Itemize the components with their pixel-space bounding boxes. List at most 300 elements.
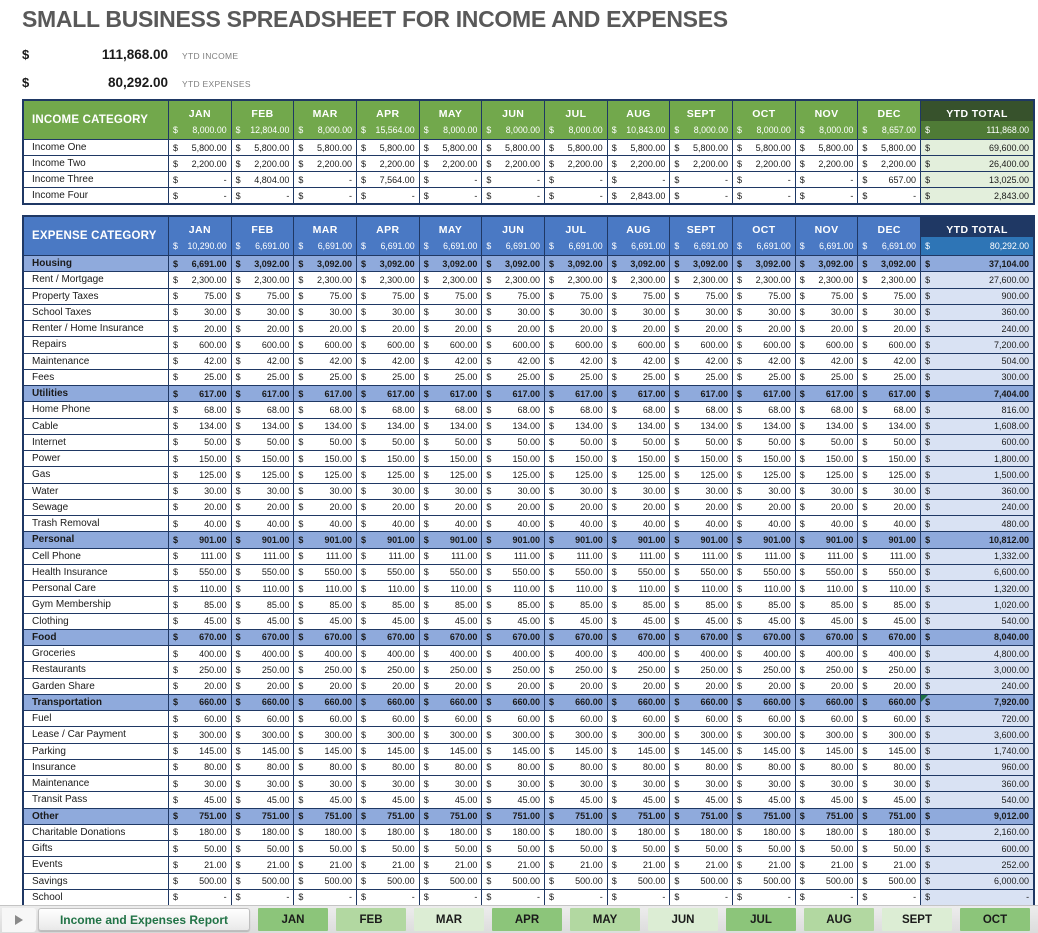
month-value-cell[interactable] <box>357 484 420 499</box>
month-value-cell[interactable] <box>608 679 671 694</box>
month-value-cell[interactable] <box>357 857 420 872</box>
month-value-cell[interactable] <box>482 841 545 856</box>
month-value-cell[interactable] <box>482 549 545 564</box>
month-value-cell[interactable] <box>858 305 921 320</box>
month-value-cell[interactable] <box>545 354 608 369</box>
month-value-cell[interactable] <box>232 695 295 710</box>
month-value-cell[interactable] <box>858 857 921 872</box>
month-value-cell[interactable] <box>294 581 357 596</box>
month-value-cell[interactable] <box>420 370 483 385</box>
month-value-cell[interactable] <box>796 679 859 694</box>
month-value-cell[interactable] <box>670 272 733 287</box>
month-value-cell[interactable] <box>858 435 921 450</box>
month-value-cell[interactable] <box>608 370 671 385</box>
month-value-cell[interactable] <box>357 630 420 645</box>
month-value-cell[interactable] <box>420 188 483 203</box>
ytd-value-cell[interactable] <box>921 484 1033 499</box>
month-value-cell[interactable] <box>294 321 357 336</box>
month-value-cell[interactable] <box>733 857 796 872</box>
month-value-cell[interactable] <box>608 695 671 710</box>
month-value-cell[interactable] <box>858 172 921 187</box>
ytd-value-cell[interactable] <box>921 419 1033 434</box>
month-value-cell[interactable] <box>796 386 859 401</box>
month-value-cell[interactable] <box>294 614 357 629</box>
month-value-cell[interactable] <box>482 662 545 677</box>
month-value-cell[interactable] <box>420 581 483 596</box>
month-value-cell[interactable] <box>294 256 357 271</box>
month-value-cell[interactable] <box>545 156 608 171</box>
month-value-cell[interactable] <box>796 825 859 840</box>
month-value-cell[interactable] <box>858 679 921 694</box>
row-label-cell[interactable]: Charitable Donations <box>24 825 169 840</box>
row-label-cell[interactable]: Cable <box>24 419 169 434</box>
month-value-cell[interactable] <box>858 695 921 710</box>
month-value-cell[interactable] <box>482 256 545 271</box>
row-label-cell[interactable]: Other <box>24 809 169 824</box>
month-value-cell[interactable] <box>357 386 420 401</box>
month-value-cell[interactable] <box>796 337 859 352</box>
month-value-cell[interactable] <box>733 354 796 369</box>
month-value-cell[interactable] <box>232 370 295 385</box>
month-value-cell[interactable] <box>545 890 608 905</box>
month-header-cell[interactable] <box>294 101 357 139</box>
month-value-cell[interactable] <box>545 435 608 450</box>
month-value-cell[interactable] <box>294 565 357 580</box>
row-label-cell[interactable]: Transportation <box>24 695 169 710</box>
month-value-cell[interactable] <box>608 841 671 856</box>
month-value-cell[interactable] <box>232 614 295 629</box>
month-value-cell[interactable] <box>670 841 733 856</box>
month-value-cell[interactable] <box>796 792 859 807</box>
month-value-cell[interactable] <box>482 874 545 889</box>
month-value-cell[interactable] <box>796 776 859 791</box>
month-value-cell[interactable] <box>232 711 295 726</box>
month-value-cell[interactable] <box>733 467 796 482</box>
month-value-cell[interactable] <box>796 321 859 336</box>
month-header-cell[interactable] <box>796 217 859 255</box>
month-value-cell[interactable] <box>733 272 796 287</box>
month-value-cell[interactable] <box>670 484 733 499</box>
month-value-cell[interactable] <box>294 435 357 450</box>
month-value-cell[interactable] <box>232 172 295 187</box>
month-value-cell[interactable] <box>357 597 420 612</box>
month-value-cell[interactable] <box>232 792 295 807</box>
month-value-cell[interactable] <box>796 727 859 742</box>
month-value-cell[interactable] <box>858 841 921 856</box>
tab-may[interactable]: MAY <box>570 908 640 931</box>
month-value-cell[interactable] <box>796 857 859 872</box>
month-value-cell[interactable] <box>169 188 232 203</box>
month-value-cell[interactable] <box>482 646 545 661</box>
month-value-cell[interactable] <box>357 581 420 596</box>
month-value-cell[interactable] <box>608 662 671 677</box>
month-value-cell[interactable] <box>357 354 420 369</box>
month-value-cell[interactable] <box>357 156 420 171</box>
month-value-cell[interactable] <box>294 370 357 385</box>
month-value-cell[interactable] <box>232 744 295 759</box>
month-value-cell[interactable] <box>545 727 608 742</box>
month-value-cell[interactable] <box>482 370 545 385</box>
month-value-cell[interactable] <box>858 419 921 434</box>
month-value-cell[interactable] <box>545 272 608 287</box>
row-label-cell[interactable]: Income Two <box>24 156 169 171</box>
row-label-cell[interactable]: Sewage <box>24 500 169 515</box>
month-value-cell[interactable] <box>608 825 671 840</box>
month-header-cell[interactable] <box>482 217 545 255</box>
ytd-value-cell[interactable] <box>921 792 1033 807</box>
month-value-cell[interactable] <box>545 776 608 791</box>
month-value-cell[interactable] <box>670 679 733 694</box>
month-value-cell[interactable] <box>858 711 921 726</box>
month-value-cell[interactable] <box>733 500 796 515</box>
month-value-cell[interactable] <box>420 549 483 564</box>
month-value-cell[interactable] <box>858 662 921 677</box>
month-value-cell[interactable] <box>858 386 921 401</box>
month-value-cell[interactable] <box>420 451 483 466</box>
month-value-cell[interactable] <box>858 370 921 385</box>
row-label-cell[interactable]: Utilities <box>24 386 169 401</box>
month-value-cell[interactable] <box>482 890 545 905</box>
month-value-cell[interactable] <box>608 188 671 203</box>
month-value-cell[interactable] <box>733 581 796 596</box>
row-label-cell[interactable]: Personal <box>24 532 169 547</box>
month-value-cell[interactable] <box>733 549 796 564</box>
month-value-cell[interactable] <box>670 809 733 824</box>
month-value-cell[interactable] <box>169 272 232 287</box>
month-value-cell[interactable] <box>232 760 295 775</box>
month-value-cell[interactable] <box>357 662 420 677</box>
month-value-cell[interactable] <box>420 435 483 450</box>
month-value-cell[interactable] <box>169 451 232 466</box>
month-value-cell[interactable] <box>670 776 733 791</box>
row-label-cell[interactable]: Home Phone <box>24 402 169 417</box>
month-value-cell[interactable] <box>294 874 357 889</box>
month-value-cell[interactable] <box>294 695 357 710</box>
month-value-cell[interactable] <box>670 532 733 547</box>
month-value-cell[interactable] <box>482 825 545 840</box>
month-value-cell[interactable] <box>169 289 232 304</box>
month-value-cell[interactable] <box>858 825 921 840</box>
ytd-header-cell[interactable] <box>921 101 1033 139</box>
month-value-cell[interactable] <box>357 841 420 856</box>
month-value-cell[interactable] <box>545 419 608 434</box>
month-value-cell[interactable] <box>169 679 232 694</box>
tab-mar[interactable]: MAR <box>414 908 484 931</box>
month-value-cell[interactable] <box>608 305 671 320</box>
month-value-cell[interactable] <box>733 451 796 466</box>
month-header-cell[interactable] <box>858 217 921 255</box>
row-label-cell[interactable]: Gas <box>24 467 169 482</box>
month-value-cell[interactable] <box>545 451 608 466</box>
row-label-cell[interactable]: Gym Membership <box>24 597 169 612</box>
month-value-cell[interactable] <box>357 776 420 791</box>
month-value-cell[interactable] <box>232 825 295 840</box>
month-value-cell[interactable] <box>796 809 859 824</box>
ytd-value-cell[interactable] <box>921 451 1033 466</box>
month-value-cell[interactable] <box>357 809 420 824</box>
month-value-cell[interactable] <box>670 614 733 629</box>
row-label-cell[interactable]: Income Four <box>24 188 169 203</box>
month-value-cell[interactable] <box>733 140 796 155</box>
month-value-cell[interactable] <box>670 386 733 401</box>
month-value-cell[interactable] <box>294 857 357 872</box>
month-value-cell[interactable] <box>858 614 921 629</box>
ytd-value-cell[interactable] <box>921 500 1033 515</box>
month-value-cell[interactable] <box>232 646 295 661</box>
month-value-cell[interactable] <box>232 272 295 287</box>
month-value-cell[interactable] <box>608 419 671 434</box>
row-label-cell[interactable]: Trash Removal <box>24 516 169 531</box>
month-value-cell[interactable] <box>796 597 859 612</box>
month-value-cell[interactable] <box>796 172 859 187</box>
month-value-cell[interactable] <box>858 646 921 661</box>
row-label-cell[interactable]: Personal Care <box>24 581 169 596</box>
month-value-cell[interactable] <box>796 140 859 155</box>
month-value-cell[interactable] <box>482 565 545 580</box>
month-value-cell[interactable] <box>482 857 545 872</box>
month-value-cell[interactable] <box>796 419 859 434</box>
month-value-cell[interactable] <box>232 581 295 596</box>
row-label-cell[interactable]: Parking <box>24 744 169 759</box>
ytd-value-cell[interactable] <box>921 890 1033 905</box>
row-label-cell[interactable]: Repairs <box>24 337 169 352</box>
row-label-cell[interactable]: Lease / Car Payment <box>24 727 169 742</box>
month-value-cell[interactable] <box>670 289 733 304</box>
month-value-cell[interactable] <box>608 140 671 155</box>
month-value-cell[interactable] <box>858 500 921 515</box>
month-value-cell[interactable] <box>420 419 483 434</box>
ytd-value-cell[interactable] <box>921 646 1033 661</box>
month-value-cell[interactable] <box>796 467 859 482</box>
month-value-cell[interactable] <box>858 809 921 824</box>
month-value-cell[interactable] <box>232 386 295 401</box>
month-value-cell[interactable] <box>357 744 420 759</box>
month-value-cell[interactable] <box>796 874 859 889</box>
month-value-cell[interactable] <box>232 484 295 499</box>
month-value-cell[interactable] <box>858 451 921 466</box>
month-value-cell[interactable] <box>545 402 608 417</box>
month-header-cell[interactable] <box>169 217 232 255</box>
month-value-cell[interactable] <box>357 792 420 807</box>
month-value-cell[interactable] <box>420 646 483 661</box>
month-value-cell[interactable] <box>733 172 796 187</box>
month-value-cell[interactable] <box>733 614 796 629</box>
month-value-cell[interactable] <box>796 841 859 856</box>
month-value-cell[interactable] <box>858 776 921 791</box>
month-value-cell[interactable] <box>482 809 545 824</box>
month-value-cell[interactable] <box>232 256 295 271</box>
month-value-cell[interactable] <box>169 630 232 645</box>
month-value-cell[interactable] <box>796 532 859 547</box>
month-value-cell[interactable] <box>733 305 796 320</box>
month-value-cell[interactable] <box>670 695 733 710</box>
month-value-cell[interactable] <box>733 792 796 807</box>
month-value-cell[interactable] <box>482 581 545 596</box>
ytd-value-cell[interactable] <box>921 581 1033 596</box>
month-value-cell[interactable] <box>357 172 420 187</box>
month-value-cell[interactable] <box>232 532 295 547</box>
month-value-cell[interactable] <box>482 289 545 304</box>
month-value-cell[interactable] <box>670 792 733 807</box>
month-value-cell[interactable] <box>482 386 545 401</box>
month-value-cell[interactable] <box>670 172 733 187</box>
month-value-cell[interactable] <box>608 156 671 171</box>
month-value-cell[interactable] <box>357 532 420 547</box>
month-value-cell[interactable] <box>169 305 232 320</box>
month-value-cell[interactable] <box>733 646 796 661</box>
month-value-cell[interactable] <box>420 597 483 612</box>
month-value-cell[interactable] <box>733 188 796 203</box>
month-value-cell[interactable] <box>608 549 671 564</box>
month-value-cell[interactable] <box>482 188 545 203</box>
month-value-cell[interactable] <box>796 516 859 531</box>
month-value-cell[interactable] <box>420 467 483 482</box>
month-value-cell[interactable] <box>294 337 357 352</box>
month-value-cell[interactable] <box>357 825 420 840</box>
month-value-cell[interactable] <box>545 140 608 155</box>
month-value-cell[interactable] <box>733 337 796 352</box>
month-value-cell[interactable] <box>733 402 796 417</box>
month-value-cell[interactable] <box>670 419 733 434</box>
month-value-cell[interactable] <box>357 402 420 417</box>
month-value-cell[interactable] <box>733 565 796 580</box>
month-value-cell[interactable] <box>169 760 232 775</box>
month-value-cell[interactable] <box>294 711 357 726</box>
ytd-value-cell[interactable] <box>921 370 1033 385</box>
month-value-cell[interactable] <box>482 711 545 726</box>
month-value-cell[interactable] <box>670 370 733 385</box>
month-value-cell[interactable] <box>294 140 357 155</box>
ytd-value-cell[interactable] <box>921 386 1033 401</box>
month-value-cell[interactable] <box>232 776 295 791</box>
month-value-cell[interactable] <box>420 857 483 872</box>
month-value-cell[interactable] <box>482 597 545 612</box>
ytd-value-cell[interactable] <box>921 565 1033 580</box>
ytd-value-cell[interactable] <box>921 776 1033 791</box>
month-value-cell[interactable] <box>420 695 483 710</box>
month-value-cell[interactable] <box>294 597 357 612</box>
month-value-cell[interactable] <box>420 565 483 580</box>
month-value-cell[interactable] <box>169 467 232 482</box>
month-value-cell[interactable] <box>482 272 545 287</box>
month-value-cell[interactable] <box>545 581 608 596</box>
month-value-cell[interactable] <box>670 630 733 645</box>
month-value-cell[interactable] <box>420 825 483 840</box>
ytd-value-cell[interactable] <box>921 467 1033 482</box>
month-value-cell[interactable] <box>232 305 295 320</box>
month-value-cell[interactable] <box>670 597 733 612</box>
month-value-cell[interactable] <box>608 857 671 872</box>
row-label-cell[interactable]: Maintenance <box>24 354 169 369</box>
month-value-cell[interactable] <box>733 744 796 759</box>
ytd-value-cell[interactable] <box>921 662 1033 677</box>
month-value-cell[interactable] <box>796 890 859 905</box>
month-value-cell[interactable] <box>294 809 357 824</box>
row-label-cell[interactable]: Transit Pass <box>24 792 169 807</box>
month-value-cell[interactable] <box>232 451 295 466</box>
row-label-cell[interactable]: Internet <box>24 435 169 450</box>
month-value-cell[interactable] <box>232 156 295 171</box>
month-value-cell[interactable] <box>545 172 608 187</box>
row-label-cell[interactable]: Gifts <box>24 841 169 856</box>
month-value-cell[interactable] <box>733 809 796 824</box>
month-value-cell[interactable] <box>545 565 608 580</box>
month-value-cell[interactable] <box>357 419 420 434</box>
ytd-value-cell[interactable] <box>921 711 1033 726</box>
month-value-cell[interactable] <box>294 500 357 515</box>
month-header-cell[interactable] <box>608 101 671 139</box>
month-value-cell[interactable] <box>420 727 483 742</box>
month-value-cell[interactable] <box>670 711 733 726</box>
month-value-cell[interactable] <box>420 760 483 775</box>
month-header-cell[interactable] <box>232 101 295 139</box>
month-value-cell[interactable] <box>169 354 232 369</box>
month-value-cell[interactable] <box>357 549 420 564</box>
month-header-cell[interactable] <box>545 101 608 139</box>
month-value-cell[interactable] <box>169 500 232 515</box>
month-value-cell[interactable] <box>858 549 921 564</box>
row-label-cell[interactable]: Groceries <box>24 646 169 661</box>
month-value-cell[interactable] <box>357 467 420 482</box>
month-value-cell[interactable] <box>420 484 483 499</box>
month-value-cell[interactable] <box>733 825 796 840</box>
month-value-cell[interactable] <box>545 857 608 872</box>
month-value-cell[interactable] <box>294 354 357 369</box>
row-label-cell[interactable]: Property Taxes <box>24 289 169 304</box>
ytd-value-cell[interactable] <box>921 305 1033 320</box>
month-value-cell[interactable] <box>420 500 483 515</box>
month-value-cell[interactable] <box>608 272 671 287</box>
month-value-cell[interactable] <box>545 516 608 531</box>
month-value-cell[interactable] <box>733 890 796 905</box>
month-value-cell[interactable] <box>169 727 232 742</box>
month-value-cell[interactable] <box>169 809 232 824</box>
month-value-cell[interactable] <box>545 321 608 336</box>
month-value-cell[interactable] <box>169 841 232 856</box>
month-value-cell[interactable] <box>232 662 295 677</box>
row-label-cell[interactable]: Events <box>24 857 169 872</box>
ytd-value-cell[interactable] <box>921 188 1033 203</box>
month-value-cell[interactable] <box>733 419 796 434</box>
tab-jul[interactable]: JUL <box>726 908 796 931</box>
month-value-cell[interactable] <box>796 760 859 775</box>
month-value-cell[interactable] <box>294 549 357 564</box>
month-value-cell[interactable] <box>670 402 733 417</box>
month-value-cell[interactable] <box>482 484 545 499</box>
month-value-cell[interactable] <box>545 760 608 775</box>
month-value-cell[interactable] <box>858 874 921 889</box>
month-header-cell[interactable] <box>608 217 671 255</box>
month-value-cell[interactable] <box>420 256 483 271</box>
row-label-cell[interactable]: Income Three <box>24 172 169 187</box>
month-value-cell[interactable] <box>294 662 357 677</box>
month-value-cell[interactable] <box>169 549 232 564</box>
month-value-cell[interactable] <box>482 614 545 629</box>
month-value-cell[interactable] <box>670 760 733 775</box>
month-value-cell[interactable] <box>482 727 545 742</box>
month-value-cell[interactable] <box>608 172 671 187</box>
month-value-cell[interactable] <box>294 289 357 304</box>
month-value-cell[interactable] <box>608 337 671 352</box>
month-value-cell[interactable] <box>169 646 232 661</box>
month-value-cell[interactable] <box>294 825 357 840</box>
month-value-cell[interactable] <box>294 156 357 171</box>
month-value-cell[interactable] <box>169 874 232 889</box>
ytd-value-cell[interactable] <box>921 516 1033 531</box>
ytd-value-cell[interactable] <box>921 156 1033 171</box>
month-value-cell[interactable] <box>670 565 733 580</box>
month-value-cell[interactable] <box>169 386 232 401</box>
